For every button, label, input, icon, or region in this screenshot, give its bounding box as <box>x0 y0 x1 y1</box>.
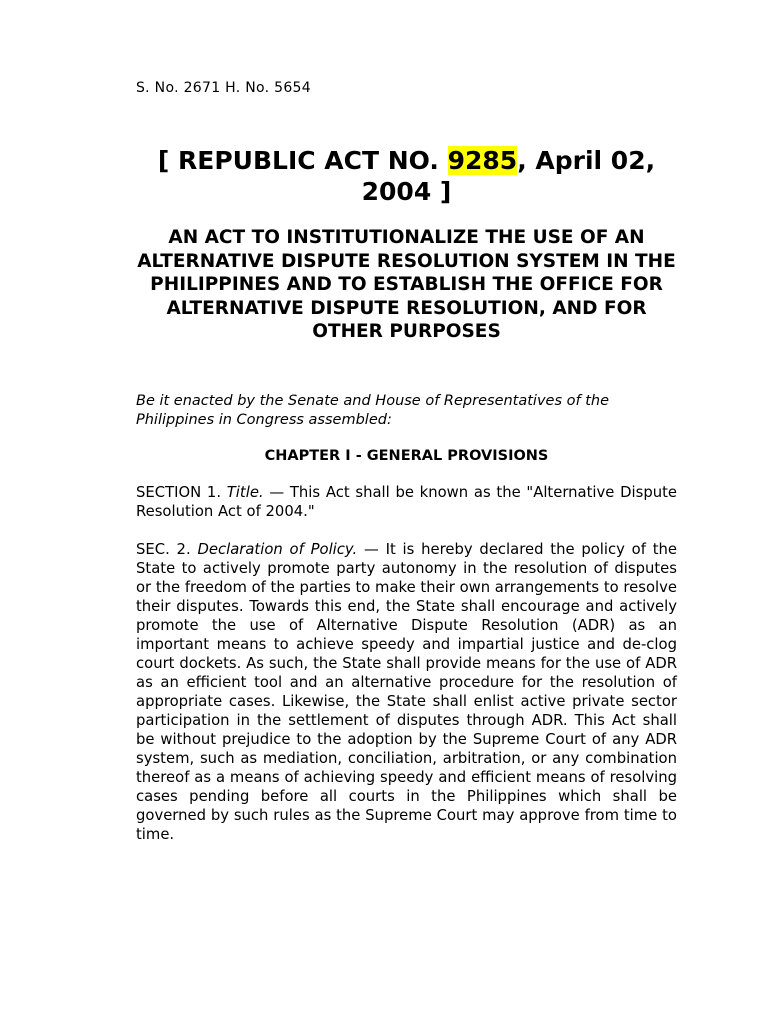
act-subtitle: AN ACT TO INSTITUTIONALIZE THE USE OF AN ALTERNATIVE DISPUTE RESOLUTION SYSTEM IN THE PHILIPPINES AND TO ESTABLISH THE OFFICE FOR ALTERNATIVE DISPUTE RESOLUTION, AND FOR OTHER PURPOSES <box>137 227 676 342</box>
act-title-prefix: [ REPUBLIC ACT NO. <box>157 146 448 175</box>
section-body: — This Act shall be known as the "Alternative Dispute Resolution Act of 2004." <box>136 483 677 520</box>
section-2 <box>136 540 677 844</box>
section-heading: Declaration of Policy. <box>197 540 358 558</box>
act-number-highlight: 9285 <box>447 146 518 175</box>
enacting-clause: Be it enacted by the Senate and House of Representatives of the Philippines in Congress assembled: <box>136 392 610 428</box>
bill-numbers: S. No. 2671 H. No. 5654 <box>136 80 311 96</box>
act-title-suffix: , April 02, 2004 ] <box>361 146 656 206</box>
section-heading: Title. <box>226 483 264 501</box>
section-label: SECTION 1. <box>136 483 227 501</box>
document-page <box>136 78 677 844</box>
section-1 <box>136 483 677 521</box>
section-body: — It is hereby declared the policy of the State to actively promote party autonomy in the resolution of disputes or the freedom of the parties to make their own arrangements to resolve their disputes. Towards this end, the State shall encourage and actively promote the use of Alternative Dispute Resolution (ADR) as an important means to achieve speedy and impartial justice and de-clog court dockets. As such, the State shall provide means for the use of ADR as an efficient tool and an alternative procedure for the resolution of appropriate cases. Likewise, the State shall enlist active private sector participation in the settlement of disputes through ADR. This Act shall be without prejudice to the adoption by the Supreme Court of any ADR system, such as mediation, conciliation, arbitration, or any combination thereof as a means of achieving speedy and efficient means of resolving cases pending before all courts in the Philippines which shall be governed by such rules as the Supreme Court may approve from time to time. <box>136 540 678 843</box>
act-title <box>136 145 677 207</box>
chapter-heading: CHAPTER I - GENERAL PROVISIONS <box>264 447 549 464</box>
section-label: SEC. 2. <box>136 540 198 558</box>
